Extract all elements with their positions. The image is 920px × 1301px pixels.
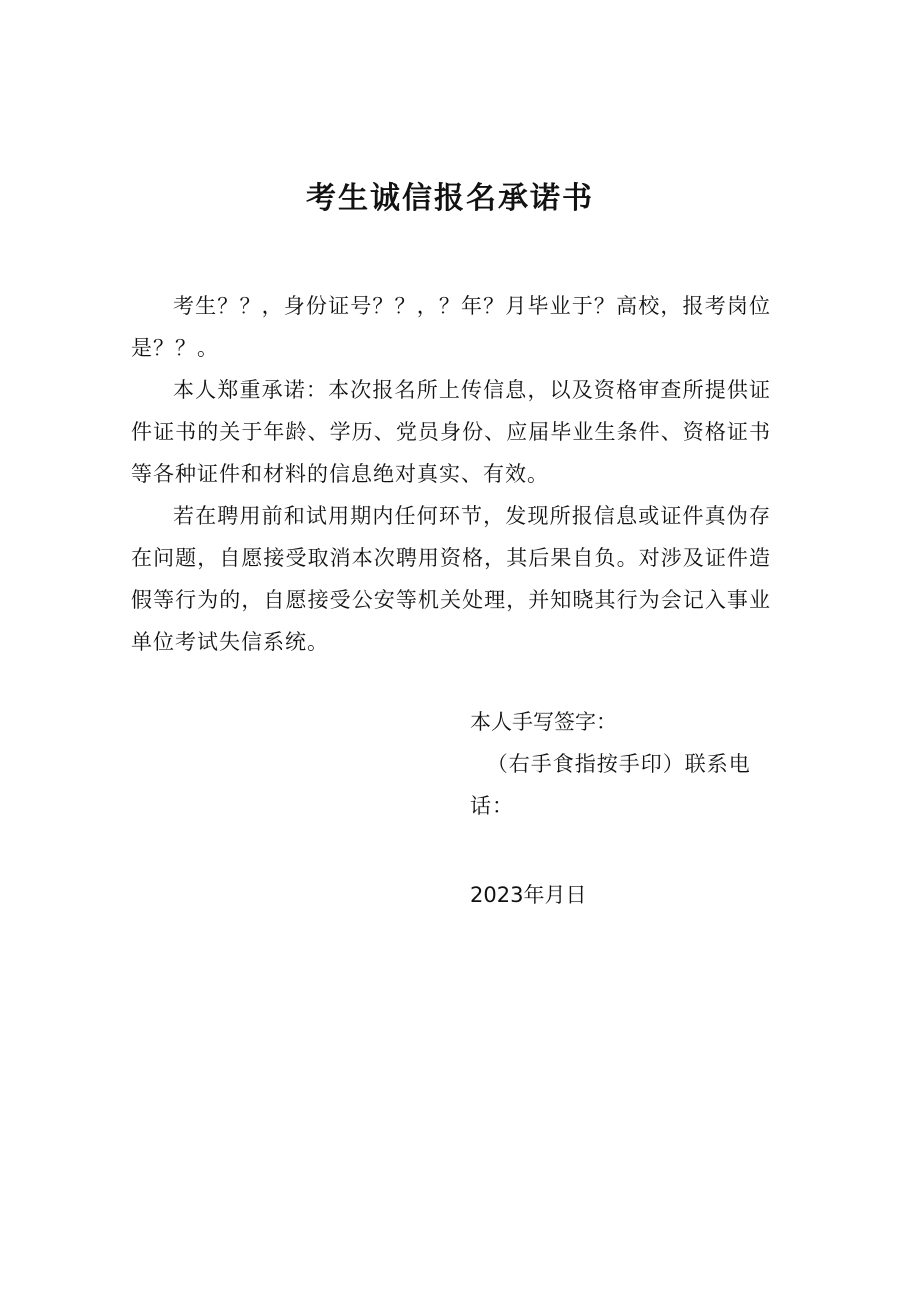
signature-label: 本人手写签字： bbox=[470, 710, 617, 734]
fingerprint-contact-label: （右手食指按手印）联系电话： bbox=[470, 752, 751, 818]
date-line: 2023年月日 bbox=[470, 883, 587, 907]
paragraph-commitment: 本人郑重承诺：本次报名所上传信息，以及资格审查所提供证件证书的关于年龄、学历、党员身份、应届毕业生条件、资格证书等各种证件和材料的信息绝对真实、有效。 bbox=[131, 378, 771, 486]
document-body bbox=[131, 285, 771, 663]
signature-block bbox=[470, 701, 775, 827]
paragraph-candidate-info: 考生？？，身份证号？？，？年？月毕业于？高校，报考岗位是？？。 bbox=[131, 294, 771, 360]
document-title: 考生诚信报名承诺书 bbox=[306, 181, 594, 216]
paragraph-consequences: 若在聘用前和试用期内任何环节，发现所报信息或证件真伪存在问题，自愿接受取消本次聘用资格，其后果自负。对涉及证件造假等行为的，自愿接受公安等机关处理，并知晓其行为会记入事业单位考试失信系统。 bbox=[131, 504, 771, 654]
